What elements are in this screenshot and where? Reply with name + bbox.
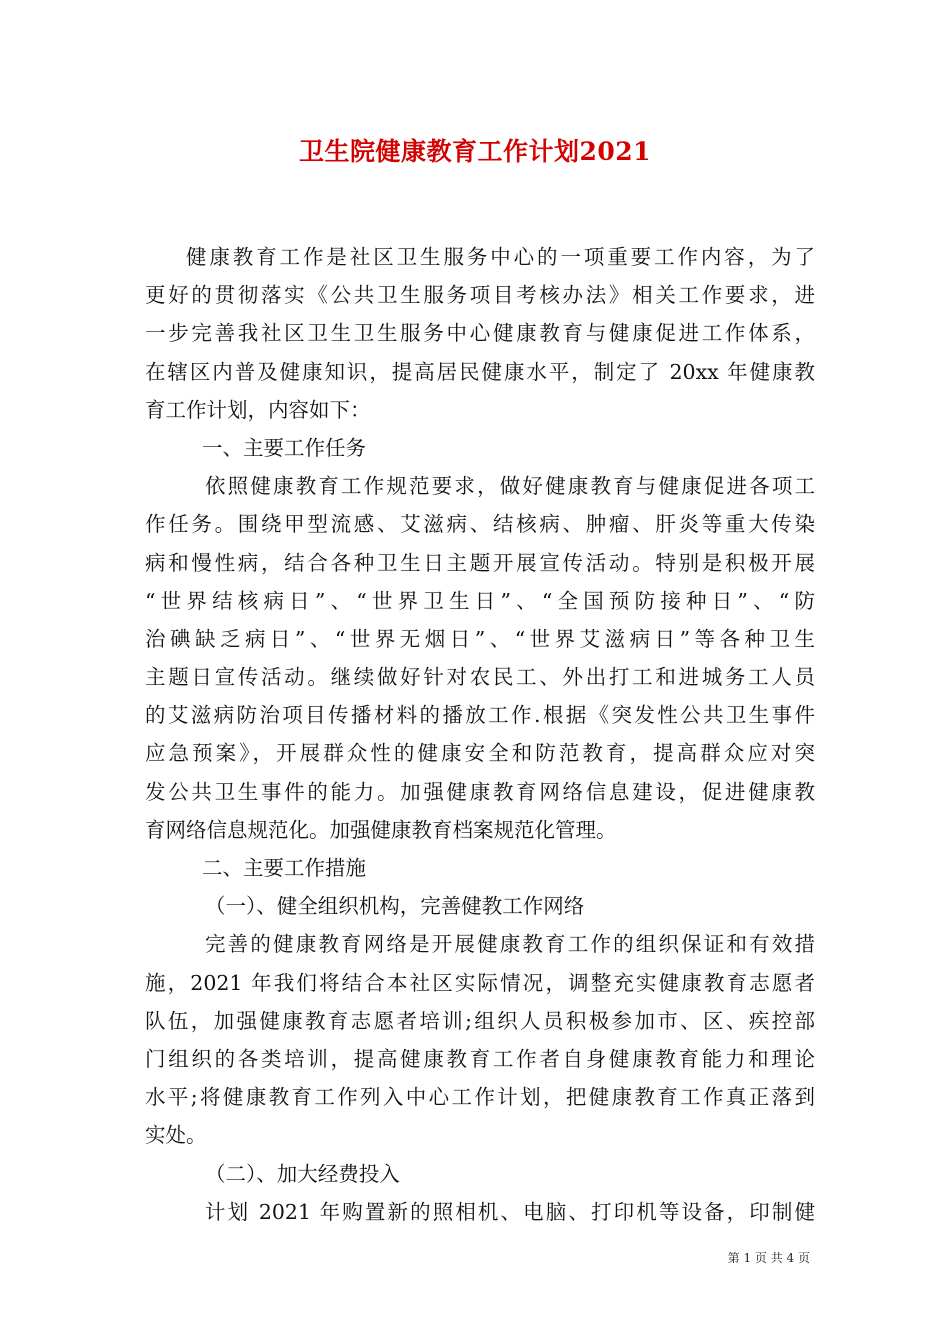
paragraph-line: 育工作计划，内容如下： (145, 397, 371, 422)
paragraph-line: 病和慢性病，结合各种卫生日主题开展宣传活动。特别是积极开展 (145, 550, 815, 575)
section-heading: 一、主要工作任务 (202, 435, 366, 460)
subsection-heading: （二）、加大经费投入 (205, 1161, 400, 1186)
document-body (145, 238, 815, 1231)
paragraph-line: 健康教育工作是社区卫生服务中心的一项重要工作内容，为了 (186, 245, 815, 269)
paragraph-line: “世界结核病日”、“世界卫生日”、“全国预防接种日”、“防 (145, 588, 815, 613)
paragraph-line: 实处。 (145, 1123, 207, 1148)
paragraph-line: 治碘缺乏病日”、“世界无烟日”、“世界艾滋病日”等各种卫生 (145, 626, 815, 651)
paragraph-line: 计划 2021 年购置新的照相机、电脑、打印机等设备，印制健 (205, 1199, 815, 1224)
section-heading: 二、主要工作措施 (202, 856, 366, 880)
paragraph-line: 在辖区内普及健康知识，提高居民健康水平，制定了 20xx 年健康教 (145, 359, 815, 384)
paragraph-line: 应急预案》，开展群众性的健康安全和防范教育，提高群众应对突 (145, 741, 815, 766)
paragraph-line: 完善的健康教育网络是开展健康教育工作的组织保证和有效措 (205, 932, 815, 957)
document-title: 卫生院健康教育工作计划2021 (298, 137, 652, 166)
paragraph-line: 门组织的各类培训，提高健康教育工作者自身健康教育能力和理论 (145, 1046, 815, 1071)
paragraph-line: 发公共卫生事件的能力。加强健康教育网络信息建设，促进健康教 (145, 779, 815, 804)
subsection-heading: （一）、健全组织机构，完善健教工作网络 (205, 894, 585, 919)
paragraph-line: 主题日宣传活动。继续做好针对农民工、外出打工和进城务工人员 (145, 665, 815, 690)
paragraph-line: 队伍，加强健康教育志愿者培训;组织人员积极参加市、区、疾控部 (145, 1008, 815, 1033)
paragraph-line: 育网络信息规范化。加强健康教育档案规范化管理。 (145, 817, 617, 842)
paragraph-line: 施，2021 年我们将结合本社区实际情况，调整充实健康教育志愿者 (145, 970, 815, 995)
paragraph-line: 一步完善我社区卫生卫生服务中心健康教育与健康促进工作体系， (145, 321, 815, 346)
paragraph-line: 更好的贯彻落实《公共卫生服务项目考核办法》相关工作要求，进 (145, 283, 815, 308)
paragraph-line: 依照健康教育工作规范要求，做好健康教育与健康促进各项工 (205, 474, 815, 499)
paragraph-line: 作任务。围绕甲型流感、艾滋病、结核病、肿瘤、肝炎等重大传染 (145, 512, 815, 537)
paragraph-line: 水平;将健康教育工作列入中心工作计划，把健康教育工作真正落到 (145, 1085, 815, 1110)
paragraph-line: 的艾滋病防治项目传播材料的播放工作.根据《突发性公共卫生事件 (145, 703, 815, 728)
page-number-footer: 第 1 页 共 4 页 (727, 1251, 810, 1265)
